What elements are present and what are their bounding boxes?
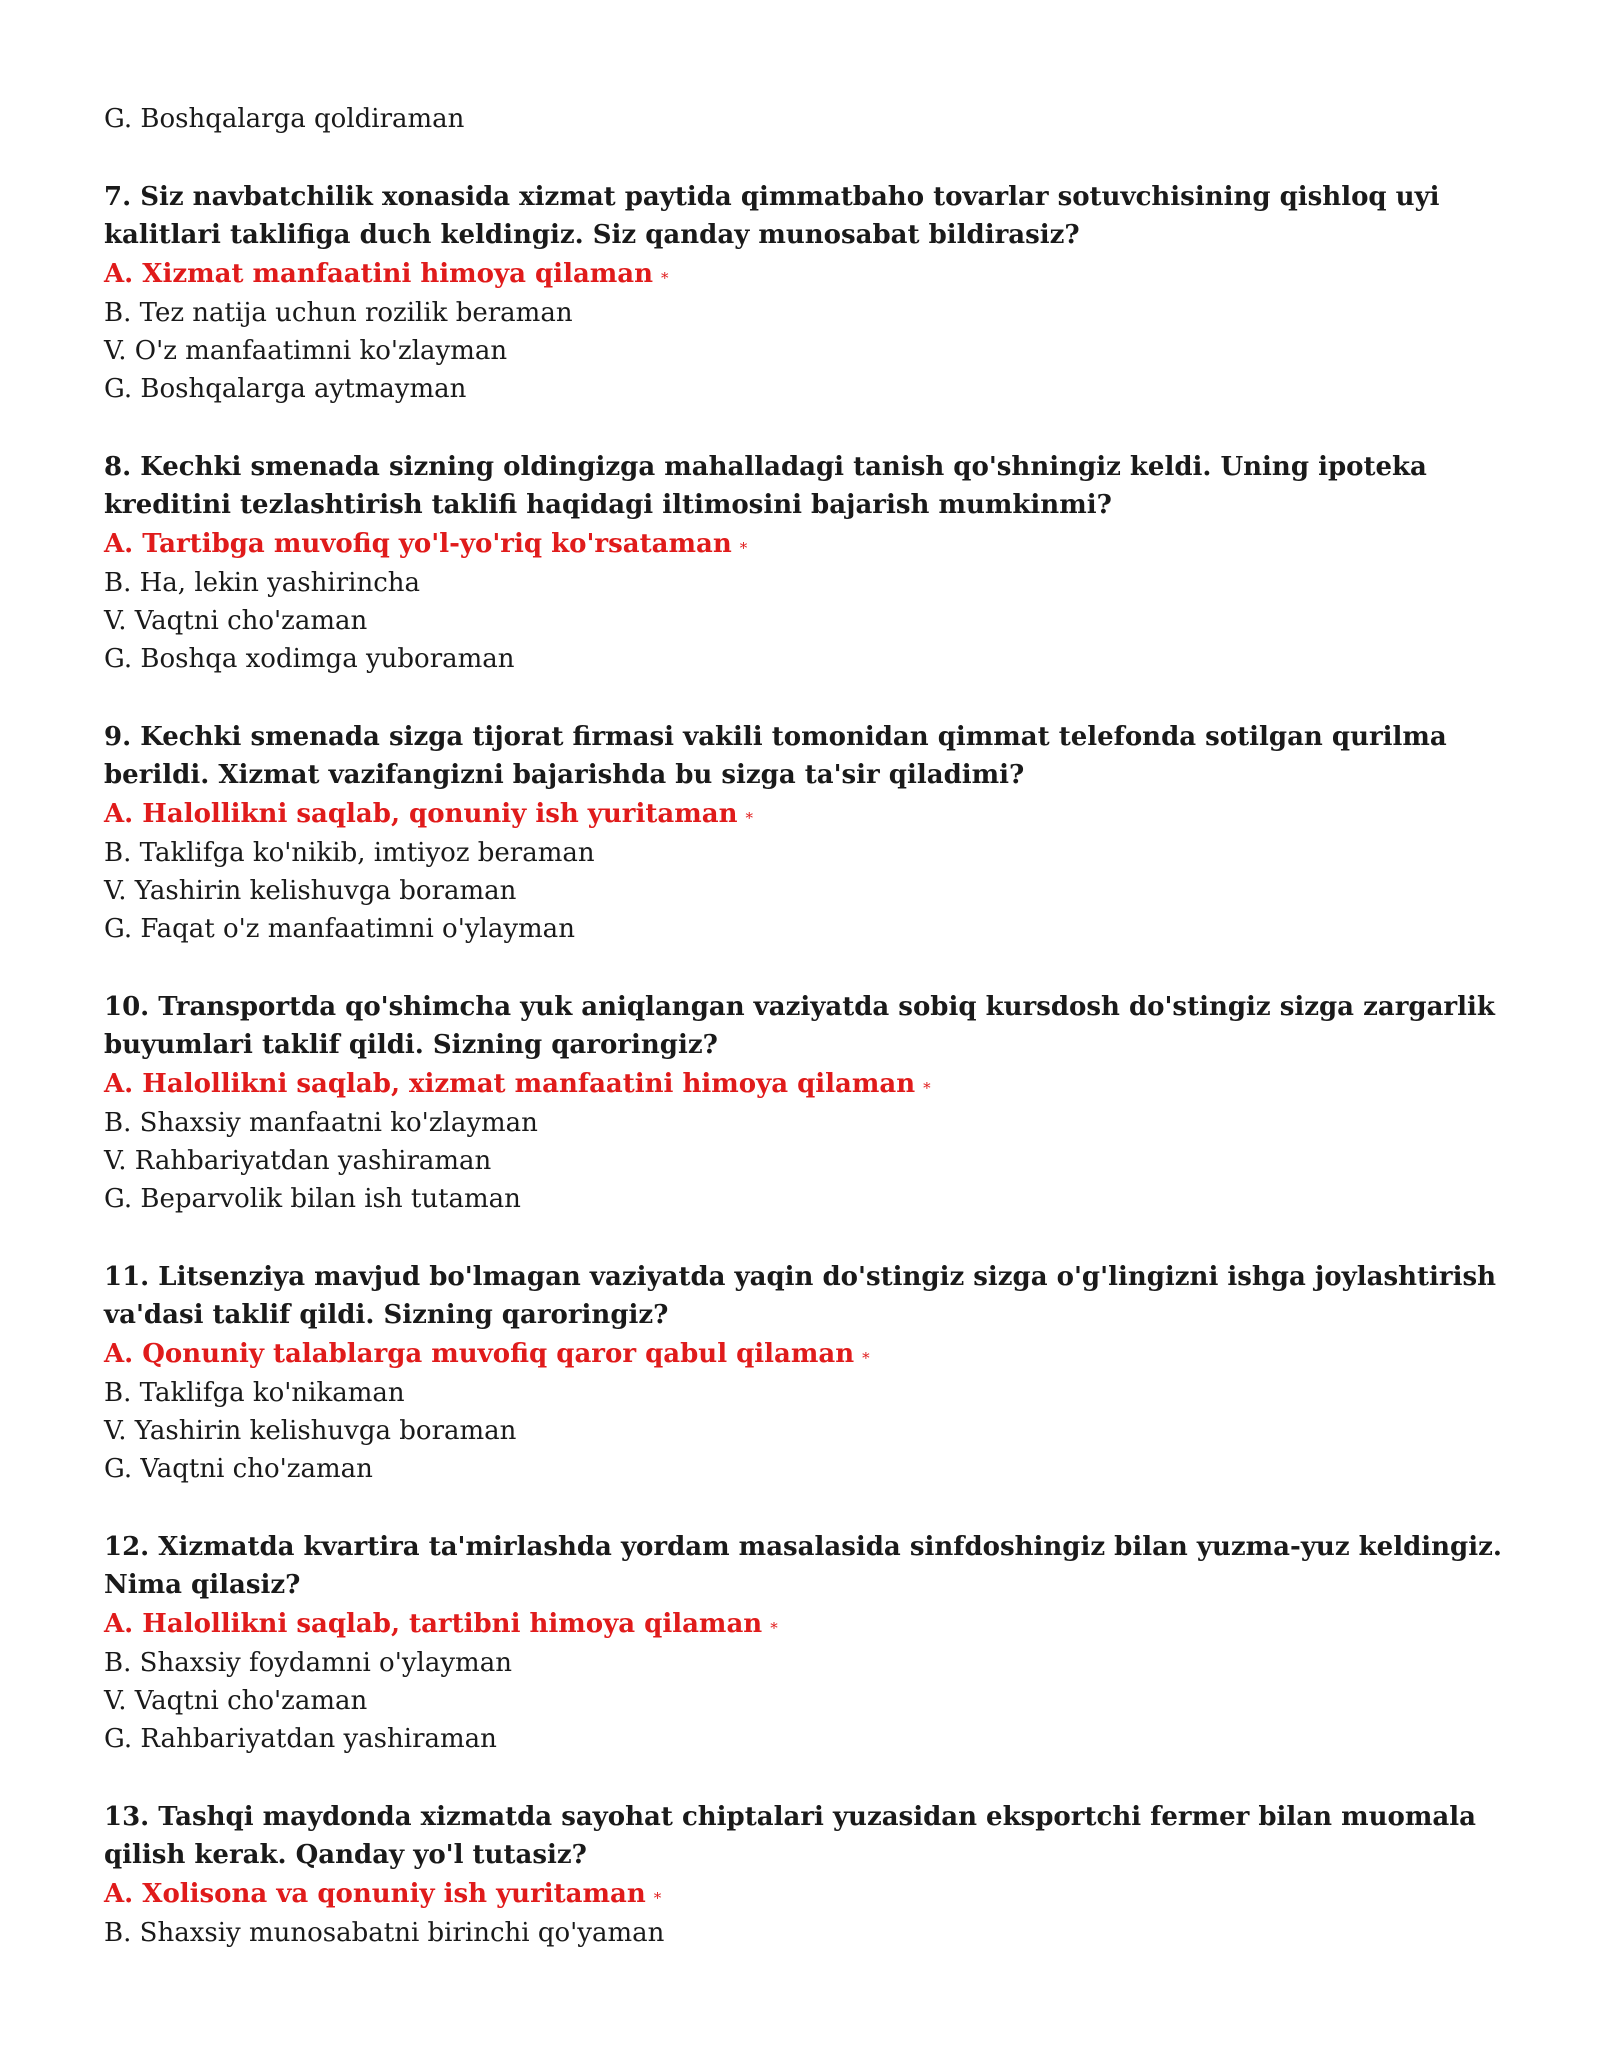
document-page (104, 100, 1514, 1952)
answer-text: A. Halollikni saqlab, tartibni himoya qilaman (104, 1609, 763, 1639)
question-9 (104, 718, 1514, 948)
answer-text: A. Xizmat manfaatini himoya qilaman (104, 259, 654, 289)
answer-option: B. Shaxsiy manfaatni ko'zlayman (104, 1108, 538, 1138)
question-text: 9. Kechki smenada sizga tijorat firmasi vakili tomonidan qimmat telefonda sotilgan qurilma berildi. Xizmat vazifangizni bajarishda bu sizga ta'sir qiladimi? (104, 722, 1447, 790)
answer-option: V. Vaqtni cho'zaman (104, 606, 368, 636)
correct-answer (104, 1604, 1514, 1644)
question-11 (104, 1258, 1514, 1488)
correct-marker: * (770, 1619, 778, 1637)
answer-option: G. Faqat o'z manfaatimni o'ylayman (104, 914, 575, 944)
correct-marker: * (661, 269, 669, 287)
answer-text: A. Halollikni saqlab, qonuniy ish yuritaman (104, 799, 738, 829)
correct-answer (104, 794, 1514, 834)
correct-answer (104, 1874, 1514, 1914)
question-text: 8. Kechki smenada sizning oldingizga mahalladagi tanish qo'shningiz keldi. Uning ipoteka kreditini tezlashtirish taklifi haqidagi iltimosini bajarish mumkinmi? (104, 452, 1427, 520)
correct-marker: * (862, 1349, 870, 1367)
question-7 (104, 178, 1514, 408)
answer-text: A. Xolisona va qonuniy ish yuritaman (104, 1879, 646, 1909)
correct-marker: * (923, 1079, 931, 1097)
question-8 (104, 448, 1514, 678)
question-10 (104, 988, 1514, 1218)
answer-option: V. Yashirin kelishuvga boraman (104, 1416, 517, 1446)
answer-option: B. Shaxsiy munosabatni birinchi qo'yaman (104, 1918, 665, 1948)
answer-option: B. Ha, lekin yashirincha (104, 568, 421, 598)
correct-answer (104, 1334, 1514, 1374)
answer-option: V. O'z manfaatimni ko'zlayman (104, 336, 508, 366)
answer-text: A. Tartibga muvofiq yo'l-yo'riq ko'rsataman (104, 529, 732, 559)
answer-text: A. Halollikni saqlab, xizmat manfaatini himoya qilaman (104, 1069, 916, 1099)
answer-option: B. Tez natija uchun rozilik beraman (104, 298, 573, 328)
answer-option: V. Yashirin kelishuvga boraman (104, 876, 517, 906)
question-text: 13. Tashqi maydonda xizmatda sayohat chiptalari yuzasidan eksportchi fermer bilan muomala qilish kerak. Qanday yo'l tutasiz? (104, 1802, 1476, 1870)
answer-option: G. Boshqalarga aytmayman (104, 374, 467, 404)
question-text: 11. Litsenziya mavjud bo'lmagan vaziyatda yaqin do'stingiz sizga o'g'lingizni ishga joylashtirish va'dasi taklif qildi. Sizning qaroringiz? (104, 1262, 1497, 1330)
previous-question-last-option: G. Boshqalarga qoldiraman (104, 104, 465, 134)
question-13 (104, 1798, 1514, 1952)
question-text: 12. Xizmatda kvartira ta'mirlashda yordam masalasida sinfdoshingiz bilan yuzma-yuz keldingiz. Nima qilasiz? (104, 1532, 1502, 1600)
correct-marker: * (739, 539, 748, 557)
answer-option: G. Beparvolik bilan ish tutaman (104, 1184, 521, 1214)
answer-option: B. Taklifga ko'nikaman (104, 1378, 405, 1408)
question-12 (104, 1528, 1514, 1758)
answer-text: A. Qonuniy talablarga muvofiq qaror qabul qilaman (104, 1339, 855, 1369)
correct-answer (104, 1064, 1514, 1104)
answer-option: V. Rahbariyatdan yashiraman (104, 1146, 492, 1176)
correct-marker: * (653, 1889, 662, 1907)
correct-answer (104, 524, 1514, 564)
answer-option: G. Vaqtni cho'zaman (104, 1454, 373, 1484)
question-text: 7. Siz navbatchilik xonasida xizmat paytida qimmatbaho tovarlar sotuvchisining qishloq uyi kalitlari taklifiga duch keldingiz. Siz qanday munosabat bildirasiz? (104, 182, 1440, 250)
correct-answer (104, 254, 1514, 294)
answer-option: V. Vaqtni cho'zaman (104, 1686, 368, 1716)
answer-option: B. Taklifga ko'nikib, imtiyoz beraman (104, 838, 595, 868)
question-text: 10. Transportda qo'shimcha yuk aniqlangan vaziyatda sobiq kursdosh do'stingiz sizga zargarlik buyumlari taklif qildi. Sizning qaroringiz? (104, 992, 1495, 1060)
answer-option: B. Shaxsiy foydamni o'ylayman (104, 1648, 512, 1678)
correct-marker: * (745, 809, 753, 827)
answer-option: G. Boshqa xodimga yuboraman (104, 644, 515, 674)
answer-option: G. Rahbariyatdan yashiraman (104, 1724, 497, 1754)
